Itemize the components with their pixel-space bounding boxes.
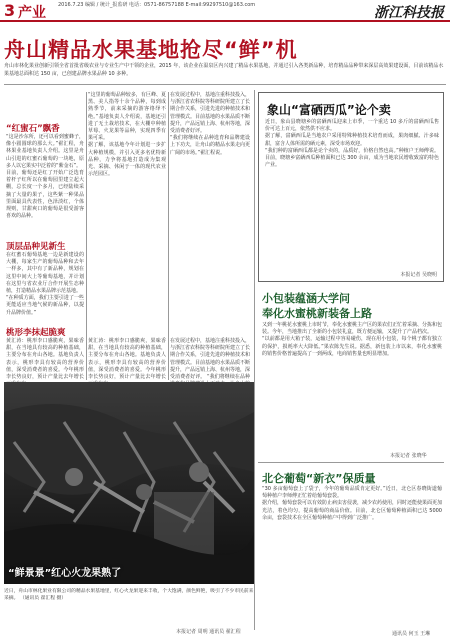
main-headline: 舟山精品水果基地抢尽“鲜”机 bbox=[4, 38, 298, 62]
masthead-logo: 浙江科技报 bbox=[374, 5, 444, 21]
article-selenium-watermelon: 近日，象山县晓塘乡的富硒西瓜迎来上市季，一个重达 10 多斤的富硒西瓜售价可达上百元，依然供不应求。 据了解，富硒西瓜是当地农户采用特殊种植技术培育而成，果肉细腻、汁多味甜，富含人体所需的硒元素，深受市场欢迎。 “我们种的富硒西瓜都是论个卖的，品质好，价格自然也高。”种植户王师傅说。目前，晓塘乡富硒西瓜种植面积已达 300 余亩，成为当地农民增收致富的特色产业。 bbox=[265, 119, 439, 169]
photo-note: 近日，舟山市林化果业有限公司的精品水果基地里，红心火龙果迎来丰收，个大饱满，颜色鲜艳，吸引了不少市民前来采摘。 （通讯员 翟汇程 摄） bbox=[4, 589, 254, 601]
title-beilun-grape: 北仑葡萄“新衣”保质量 bbox=[262, 472, 376, 485]
article-column-mid: “这里的葡萄品种较多，有巨峰、夏黑、美人指等十余个品种，每到成熟季节，前来采摘的游客络绎不绝。”基地负责人介绍说，基地还引进了无土栽培技术，在大棚中种植草莓、火龙果等品种，实现四季有果可采。 据了解，该基地今年计划进一步扩大种植规模，并引入更多名优特新品种，力争将基地打造成为集观光、采摘、休闲于一体的现代农业示范园区。 bbox=[88, 92, 166, 178]
column-rule bbox=[168, 92, 169, 380]
byline-fenghua: 本报记者 张晓华 bbox=[390, 453, 427, 459]
section-name: 产业 bbox=[18, 5, 46, 21]
title-selenium-watermelon: 象山“富硒西瓜”论个卖 bbox=[267, 103, 391, 117]
sidebar-box-selenium-watermelon bbox=[258, 92, 444, 282]
title-fenghua-peach: 奉化水蜜桃新装备上路 bbox=[262, 307, 372, 320]
photo-caption: “鲜景景”红心火龙果熟了 bbox=[8, 568, 122, 579]
divider bbox=[258, 462, 444, 463]
article-column-2: 在红蜜石葡萄基地一边是新建设的大棚，每家生产的葡萄品种和去年一样多，其中有了新品种，规划在这里中间大上等葡萄基地，并计划在这里与省农业厅合作开展生态种植，打造精品水果品牌示范基地。 “在种质方面，我们主要引进了一些更能适应当地气候的新品种，以提升品牌价值。” bbox=[6, 252, 84, 316]
lead-paragraph: 舟山市林化果业创新引领全省首批省级农业与专业生产中干领的企业，2015 年，该企业在温泉区内兴建了精品水果基地，并通过引入各类新品种，培育精品品种带来深层高效果建设面，目前该精品水果基地总面积达 150 亩，已创建品牌水果品种 10 多种。 bbox=[4, 63, 444, 77]
byline-main: 本报记者 周明 通讯员 翟汇程 bbox=[176, 629, 241, 635]
column-rule bbox=[254, 90, 255, 630]
dragon-fruit-photo bbox=[4, 382, 254, 584]
article-column-lower-2: 在发展过程中，基地注重科技投入，与浙江省农科院等科研院所建立了长期合作关系，引进先进的种植技术和管理模式。目前基地的水果品质不断提升，产品远销上海、杭州等地，深受消费者好评。 “我们将继续在品种 bbox=[170, 338, 251, 381]
article-column-lower-1: 黄汇涛：桃形李口感脆爽，果味香甜，在当地具有较高的种植基础，主要分布在舟山各地。基地负责人表示，桃形李具有较高的营养价值，深受消费者的喜爱。今年桃形李长势良好，预计产量比去年增长 bbox=[88, 338, 166, 381]
subheading-peach-plum: 桃形李抹起脆爽 bbox=[6, 328, 66, 338]
title-small-package: 小包装蕴涵大学问 bbox=[262, 292, 350, 305]
byline-beilun: 通讯员 何玉 王琳 bbox=[392, 631, 431, 637]
article-fenghua-peach: 又到一年桃花水蜜桃上市时节，奉化水蜜桃主产区的果农们正忙着采摘、分拣和包装。今年，当地推出了全新的小包装礼盒，既方便运输，又提升了产品档次。 “以前都是用大箱子装，运输过程中容易碰伤，现在用小包装，每个桃子都有独立的保护，损耗率大大降低。”果农陈先生说。据悉，新包装上市以来，奉化水蜜桃的销售价格普遍提高了一到两成，电商销售量也明显增加。 bbox=[262, 322, 443, 357]
dragon-fruit-orchard-image bbox=[4, 382, 254, 584]
article-column-1: “这是沙东所，还可以看到蜜蜂子，像小圆圆球的那么大。”翟汇程，舟林果业基地负责人介绍。这里是舟山引进的红蜜石葡萄的一块地，原多人以它果实中泛着的“紫金石”。 目前，葡萄还是红了开始广泛选育着杆子红所以在葡萄园里建立起大棚，总长度一个多月，已经陆续采摘了大量的果子，这些紫一种果品里面最具代表性，色泽淡红，个体规则，甘甜爽口的葡萄是很受游客喜欢的品种。 bbox=[6, 134, 84, 220]
article-column-mid-2: 在发展过程中，基地注重科技投入，与浙江省农科院等科研院所建立了长期合作关系，引进先进的种植技术和管理模式。目前基地的水果品质不断提升，产品远销上海、杭州等地，深受消费者好评。 “我们将继续在品种选育和品牌建设上下功夫，让舟山的精品水果走向更广阔的市场。”翟汇程说。 bbox=[170, 92, 251, 156]
article-column-3: 黄汇涛：桃形李口感脆爽，果味香甜，在当地具有较高的种植基础，主要分布在舟山各地。基地负责人表示，桃形李具有较高的营养价值，深受消费者的喜爱。今年桃形李长势良好，预计产量比去年增长 bbox=[6, 338, 84, 381]
divider bbox=[4, 84, 446, 85]
page-number: 3 bbox=[4, 1, 16, 20]
column-rule bbox=[86, 92, 87, 380]
article-beilun-grape: “30 多亩葡萄套上了袋子，今年的葡萄品质肯定更好。”近日，北仑区春晓街道葡萄种植户李师傅正忙着给葡萄套袋。 据介绍，葡萄套袋可以有效防止病虫害侵袭，减少农药使用，同时还能使果面更加光洁，着色均匀，提高葡萄的商品价值。目前，北仑区葡萄种植面积已达 5000 余亩，套袋技术在全区葡萄种植户中得到广泛推广。 bbox=[262, 486, 443, 521]
byline-selenium: 本报记者 吴晓明 bbox=[400, 272, 437, 278]
subheading-red-honey-stone: “红蜜石”飘香 bbox=[6, 124, 60, 134]
page-header bbox=[0, 0, 450, 22]
issue-info: 2016.7.23 编辑 / 统计_报监研 电话：0571-86757188 E-mail:99297510@163.com bbox=[58, 2, 256, 8]
subheading-top-varieties: 顶层品种见新生 bbox=[6, 242, 66, 252]
